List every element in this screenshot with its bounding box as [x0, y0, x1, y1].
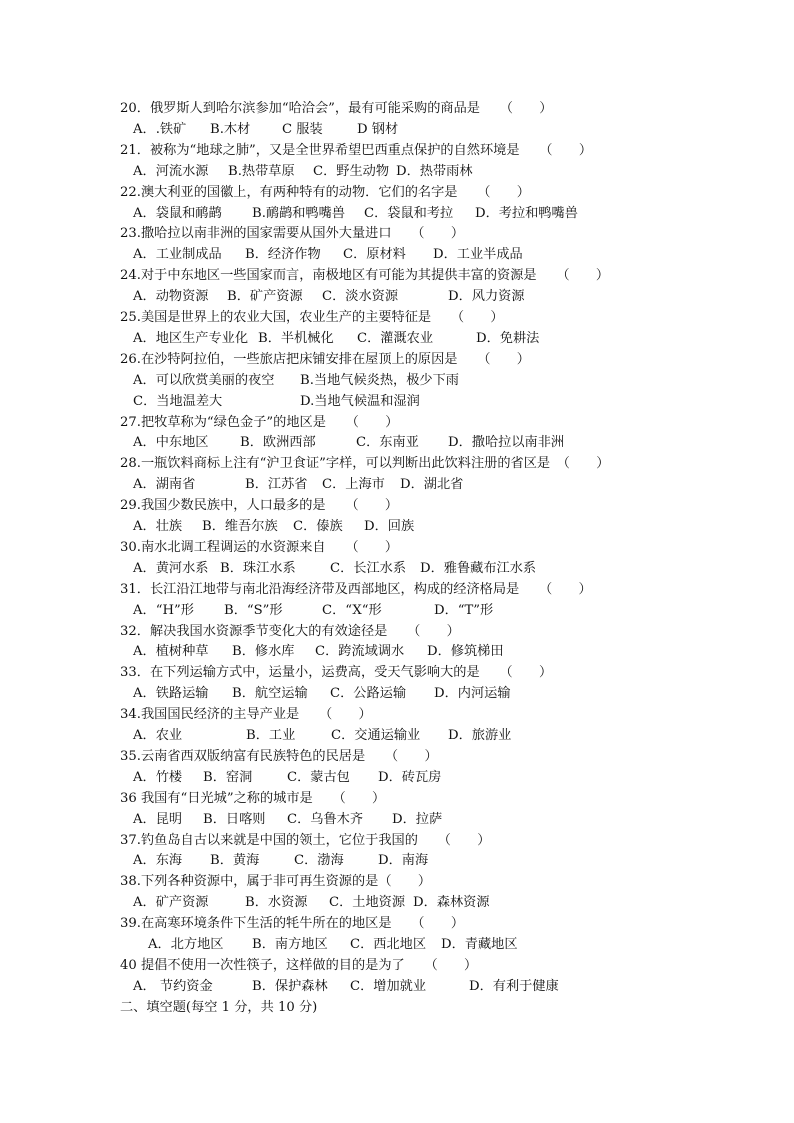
question-stem: 20．俄罗斯人到哈尔滨参加“哈洽会”，最有可能采购的商品是 （ ） — [120, 101, 553, 116]
answer-option[interactable]: B.鸸鹋和鸭嘴兽 — [252, 205, 346, 221]
question-stem: 22.澳大利亚的国徽上，有两种特有的动物．它们的名字是 （ ） — [120, 184, 530, 200]
answer-option[interactable]: B.热带草原 — [228, 163, 295, 179]
question-stem: 39.在高寒环境条件下生活的牦牛所在的地区是 （ ） — [120, 916, 465, 932]
answer-option[interactable]: B．水资源 — [245, 895, 308, 911]
answer-option[interactable]: B．维吾尔族 — [202, 519, 278, 534]
answer-option[interactable]: C．傣族 — [293, 519, 343, 534]
answer-option[interactable]: D．考拉和鸭嘴兽 — [475, 205, 578, 221]
question-stem: 21．被称为“地球之肺”，又是全世界希望巴西重点保护的自然环境是 （ ） — [120, 142, 593, 158]
answer-option[interactable]: B．日喀则 — [203, 811, 266, 827]
answer-option[interactable]: C．蒙古包 — [287, 769, 350, 785]
answer-option[interactable]: D 钢材 — [357, 121, 399, 137]
answer-option[interactable]: D．南海 — [378, 853, 429, 869]
question-stem: 32．解决我国水资源季节变化大的有效途径是 （ ） — [120, 623, 460, 639]
answer-option[interactable]: A．昆明 — [133, 811, 183, 827]
question-stem: 24.对于中东地区一些国家而言，南极地区有可能为其提供丰富的资源是 （ ） — [120, 268, 610, 284]
answer-option[interactable]: A．地区生产专业化 — [133, 330, 249, 346]
question-stem: 26.在沙特阿拉伯，一些旅店把床铺安排在屋顶上的原因是 （ ） — [120, 351, 530, 367]
answer-option[interactable]: B．半机械化 — [258, 330, 334, 346]
answer-option[interactable]: B．黄海 — [210, 853, 260, 869]
answer-option[interactable]: C．土地资源 — [329, 895, 406, 911]
answer-option[interactable]: A．中东地区 — [133, 435, 209, 451]
answer-option[interactable]: D．青藏地区 — [441, 937, 518, 952]
answer-option[interactable]: A．植树种草 — [133, 644, 209, 660]
question-stem: 29.我国少数民族中，人口最多的是 （ ） — [120, 498, 399, 514]
answer-option[interactable]: D．湖北省 — [400, 477, 464, 493]
answer-option[interactable]: B．航空运输 — [232, 686, 308, 702]
question-stem: 28.一瓶饮料商标上注有“沪卫食证”字样，可以判断出此饮料注册的省区是 （ ） — [120, 456, 610, 472]
question-stem: 34.我国国民经济的主导产业是 （ ） — [120, 707, 372, 723]
answer-option[interactable]: C．跨流域调水 — [315, 644, 405, 660]
answer-option[interactable]: D．砖瓦房 — [378, 769, 442, 785]
answer-option[interactable]: A．黄河水系 — [133, 560, 209, 576]
question-stem: 33．在下列运输方式中，运量小，运费高，受天气影响大的是 （ ） — [120, 665, 553, 681]
answer-option[interactable]: B．欧洲西部 — [240, 435, 316, 451]
answer-option[interactable]: C．渤海 — [294, 853, 344, 869]
answer-option[interactable]: B．南方地区 — [252, 937, 328, 952]
question-stem: 30.南水北调工程调运的水资源来自 （ ） — [120, 539, 399, 555]
answer-option[interactable]: B.木材 — [210, 121, 251, 137]
answer-option[interactable]: B．工业 — [246, 728, 296, 743]
answer-option[interactable]: D．内河运输 — [434, 686, 511, 702]
answer-option[interactable]: A．动物资源 — [133, 289, 209, 305]
question-stem: 37.钓鱼岛自古以来就是中国的领土，它位于我国的 （ ） — [120, 832, 491, 848]
answer-option[interactable]: C．交通运输业 — [331, 728, 421, 743]
question-stem: 25.美国是世界上的农业大国，农业生产的主要特征是 （ ） — [120, 310, 504, 325]
answer-option[interactable]: A．壮族 — [133, 519, 183, 534]
answer-option[interactable]: A．“H”形 — [133, 602, 194, 618]
answer-option[interactable]: C．乌鲁木齐 — [287, 811, 364, 827]
answer-option[interactable]: B.当地气候炎热，极少下雨 — [300, 372, 459, 388]
answer-option[interactable]: A．工业制成品 — [133, 247, 222, 263]
answer-option[interactable]: D．撒哈拉以南非洲 — [448, 435, 565, 451]
answer-option[interactable]: D．雅鲁藏布江水系 — [420, 560, 537, 576]
answer-option[interactable]: D．修筑梯田 — [427, 644, 504, 660]
answer-option[interactable]: D．有利于健康 — [469, 978, 559, 994]
answer-option[interactable]: D．回族 — [364, 519, 415, 534]
answer-option[interactable]: C．野生动物 — [313, 163, 390, 179]
answer-option[interactable]: B．修水库 — [232, 644, 295, 660]
answer-option[interactable]: C．上海市 — [322, 477, 385, 493]
answer-option[interactable]: C．袋鼠和考拉 — [364, 205, 454, 221]
answer-option[interactable]: D．热带雨林 — [396, 163, 473, 179]
answer-option[interactable]: A．袋鼠和鸸鹋 — [133, 205, 222, 221]
answer-option[interactable]: A．可以欣赏美丽的夜空 — [133, 372, 275, 388]
answer-option[interactable]: A．铁路运输 — [133, 686, 209, 702]
answer-option[interactable]: B．窑洞 — [203, 769, 253, 785]
answer-option[interactable]: A．河流水源 — [133, 163, 209, 179]
answer-option[interactable]: B．矿产资源 — [227, 289, 303, 305]
answer-option[interactable]: C．增加就业 — [350, 978, 427, 994]
answer-option[interactable]: A．湖南省 — [133, 477, 196, 493]
answer-option[interactable]: C．东南亚 — [356, 435, 419, 451]
question-stem: 23.撒哈拉以南非洲的国家需要从国外大量进口 （ ） — [120, 226, 465, 242]
answer-option[interactable]: C 服装 — [282, 121, 323, 137]
question-stem: 36 我国有“日光城”之称的城市是 （ ） — [120, 790, 386, 806]
answer-option[interactable]: A．农业 — [133, 728, 183, 743]
question-stem: 31．长江沿江地带与南北沿海经济带及西部地区，构成的经济格局是 （ ） — [120, 581, 592, 597]
answer-option[interactable]: C．“X“形 — [322, 602, 382, 618]
question-stem: 40 提倡不使用一次性筷子，这样做的目的是为了 （ ） — [120, 957, 478, 973]
question-stem: 38.下列各种资源中，属于非可再生资源的是（ ） — [120, 874, 432, 890]
answer-option[interactable]: A．矿产资源 — [133, 895, 209, 911]
answer-option[interactable]: A．竹楼 — [133, 769, 183, 785]
answer-option[interactable]: D．森林资源 — [413, 895, 490, 911]
answer-option[interactable]: A．.铁矿 — [133, 121, 187, 137]
answer-option[interactable]: B．江苏省 — [245, 477, 308, 493]
answer-option[interactable]: D．风力资源 — [448, 289, 525, 305]
answer-option[interactable]: C．长江水系 — [330, 560, 407, 576]
answer-option[interactable]: C．淡水资源 — [322, 289, 399, 305]
answer-option[interactable]: D．工业半成品 — [433, 247, 523, 263]
answer-option[interactable]: C．当地温差大 — [133, 393, 223, 409]
answer-option[interactable]: A． 节约资金 — [133, 978, 213, 994]
section-title: 二、填空题(每空 1 分，共 10 分) — [120, 999, 318, 1015]
answer-option[interactable]: D．免耕法 — [476, 330, 540, 346]
answer-option[interactable]: C．公路运输 — [330, 686, 407, 702]
answer-option[interactable]: B．经济作物 — [245, 247, 321, 263]
question-stem: 35.云南省西双版纳富有民族特色的民居是 （ ） — [120, 748, 438, 764]
answer-option[interactable]: C．原材料 — [343, 247, 406, 263]
answer-option[interactable]: C．西北地区 — [350, 937, 427, 952]
answer-option[interactable]: B．珠江水系 — [220, 560, 296, 576]
answer-option[interactable]: C．灌溉农业 — [357, 330, 434, 346]
answer-option[interactable]: A．东海 — [133, 853, 183, 869]
answer-option[interactable]: B．“S”形 — [224, 602, 283, 618]
answer-option[interactable]: D．“T”形 — [434, 602, 494, 618]
answer-option[interactable]: D．拉萨 — [392, 811, 443, 827]
answer-option[interactable]: B．保护森林 — [252, 978, 328, 994]
answer-option[interactable]: D.当地气候温和湿润 — [300, 393, 420, 409]
answer-option[interactable]: A．北方地区 — [148, 937, 224, 952]
answer-option[interactable]: D．旅游业 — [448, 728, 512, 743]
question-stem: 27.把牧草称为“绿色金子”的地区是 （ ） — [120, 414, 399, 430]
